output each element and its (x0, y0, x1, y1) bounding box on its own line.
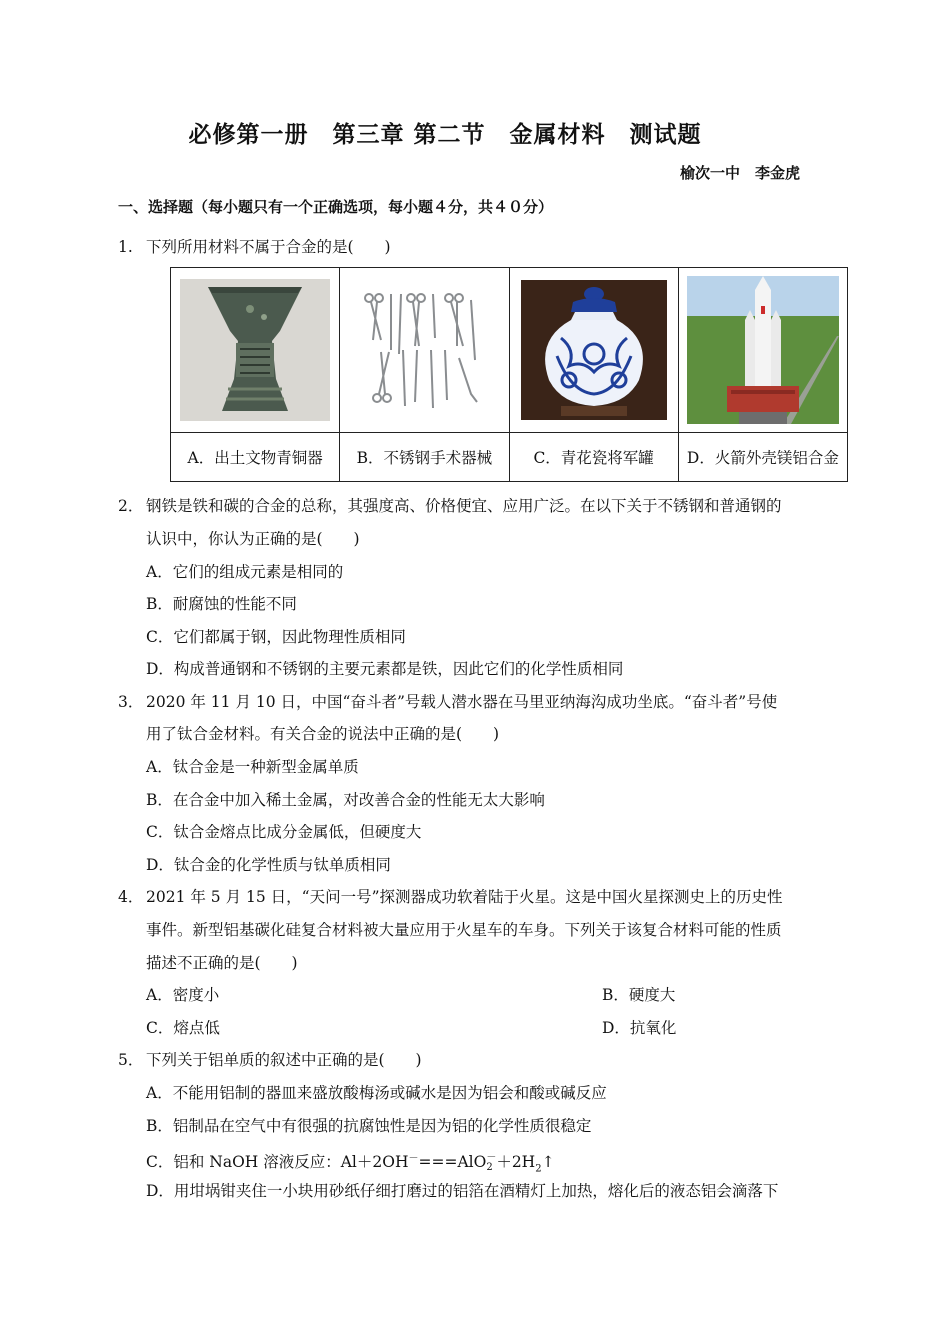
q2-option-a: A．它们的组成元素是相同的 (146, 563, 344, 581)
q5-c-prefix: C．铝和 NaOH 溶液反应：Al＋2OH (146, 1153, 409, 1172)
q1-option-d: D．火箭外壳镁铝合金 (678, 433, 847, 482)
q2-option-d: D．构成普通钢和不锈钢的主要元素都是铁，因此它们的化学性质相同 (146, 660, 624, 678)
q1-option-b: B．不锈钢手术器械 (340, 433, 509, 482)
q4-option-d: D．抗氧化 (602, 1019, 677, 1037)
q1-option-table (170, 267, 848, 482)
q4-number: 4． (118, 888, 144, 906)
porcelain-jar-image (521, 280, 667, 420)
q3-stem-line2: 用了钛合金材料。有关合金的说法中正确的是( ) (146, 725, 500, 743)
page-title: 必修第一册 第三章 第二节 金属材料 测试题 (188, 121, 702, 148)
q1-cell-d-image (678, 268, 847, 433)
q2-stem-line1: 钢铁是铁和碳的合金的总称，其强度高、价格便宜、应用广泛。在以下关于不锈钢和普通钢的 (146, 497, 782, 515)
q1-cell-b-image (340, 268, 509, 433)
q5-c-tail: ＋2H (496, 1153, 536, 1172)
author-line: 榆次一中 李金虎 (679, 164, 800, 182)
q5-option-c (146, 1149, 555, 1179)
q5-c-mid: ===AlO (418, 1153, 487, 1172)
q2-option-c: C．它们都属于钢，因此物理性质相同 (146, 628, 406, 646)
q4-stem-line1: 2021 年 5 月 15 日，“天问一号”探测器成功软着陆于火星。这是中国火星探测史上的历史性 (146, 888, 783, 906)
q4-option-c: C．熔点低 (146, 1019, 220, 1037)
q5-c-sup2: － (486, 1152, 497, 1164)
q3-option-a: A．钛合金是一种新型金属单质 (146, 758, 359, 776)
q4-stem-line3: 描述不正确的是( ) (146, 954, 298, 972)
q1-number: 1. (118, 238, 133, 256)
q5-c-sup1: － (408, 1153, 419, 1164)
q5-option-b: B．铝制品在空气中有很强的抗腐蚀性是因为铝的化学性质很稳定 (146, 1117, 592, 1135)
q3-option-c: C．钛合金熔点比成分金属低，但硬度大 (146, 823, 422, 841)
q5-option-d: D．用坩埚钳夹住一小块用砂纸仔细打磨过的铝箔在酒精灯上加热，熔化后的液态铝会滴落下 (146, 1182, 779, 1200)
q5-c-sub2: 2 (535, 1163, 542, 1175)
q4-option-a: A．密度小 (146, 986, 220, 1004)
q5-c-sub1: 2 (486, 1162, 493, 1174)
section-heading: 一、选择题（每小题只有一个正确选项，每小题４分，共４０分） (118, 198, 554, 216)
q4-stem-line2: 事件。新型铝基碳化硅复合材料被大量应用于火星车的车身。下列关于该复合材料可能的性质 (146, 921, 782, 939)
q2-option-b: B．耐腐蚀的性能不同 (146, 595, 297, 613)
rocket-image (687, 276, 839, 424)
q5-option-a: A．不能用铝制的器皿来盛放酸梅汤或碱水是因为铝会和酸或碱反应 (146, 1084, 607, 1102)
q2-stem-line2: 认识中，你认为正确的是( ) (146, 530, 360, 548)
q1-cell-a-image (171, 268, 340, 433)
q3-stem-line1: 2020 年 11 月 10 日，中国“奋斗者”号载人潜水器在马里亚纳海沟成功坐底。“奋斗者”号使 (146, 693, 778, 711)
q1-cell-c-image (509, 268, 678, 433)
q1-option-a: A．出土文物青铜器 (171, 433, 340, 482)
q5-c-arrow: ↑ (541, 1153, 555, 1172)
q3-option-d: D．钛合金的化学性质与钛单质相同 (146, 856, 391, 874)
q3-number: 3． (118, 693, 144, 711)
q4-option-b: B．硬度大 (602, 986, 676, 1004)
q3-option-b: B．在合金中加入稀土金属，对改善合金的性能无太大影响 (146, 791, 545, 809)
q2-number: 2． (118, 497, 144, 515)
bronze-vessel-image (180, 279, 330, 421)
q1-stem: 下列所用材料不属于合金的是( ) (146, 238, 391, 256)
q5-number: 5． (118, 1051, 144, 1069)
q1-option-c: C．青花瓷将军罐 (509, 433, 678, 482)
q5-stem: 下列关于铝单质的叙述中正确的是( ) (146, 1051, 422, 1069)
surgical-tools-image (359, 290, 489, 410)
